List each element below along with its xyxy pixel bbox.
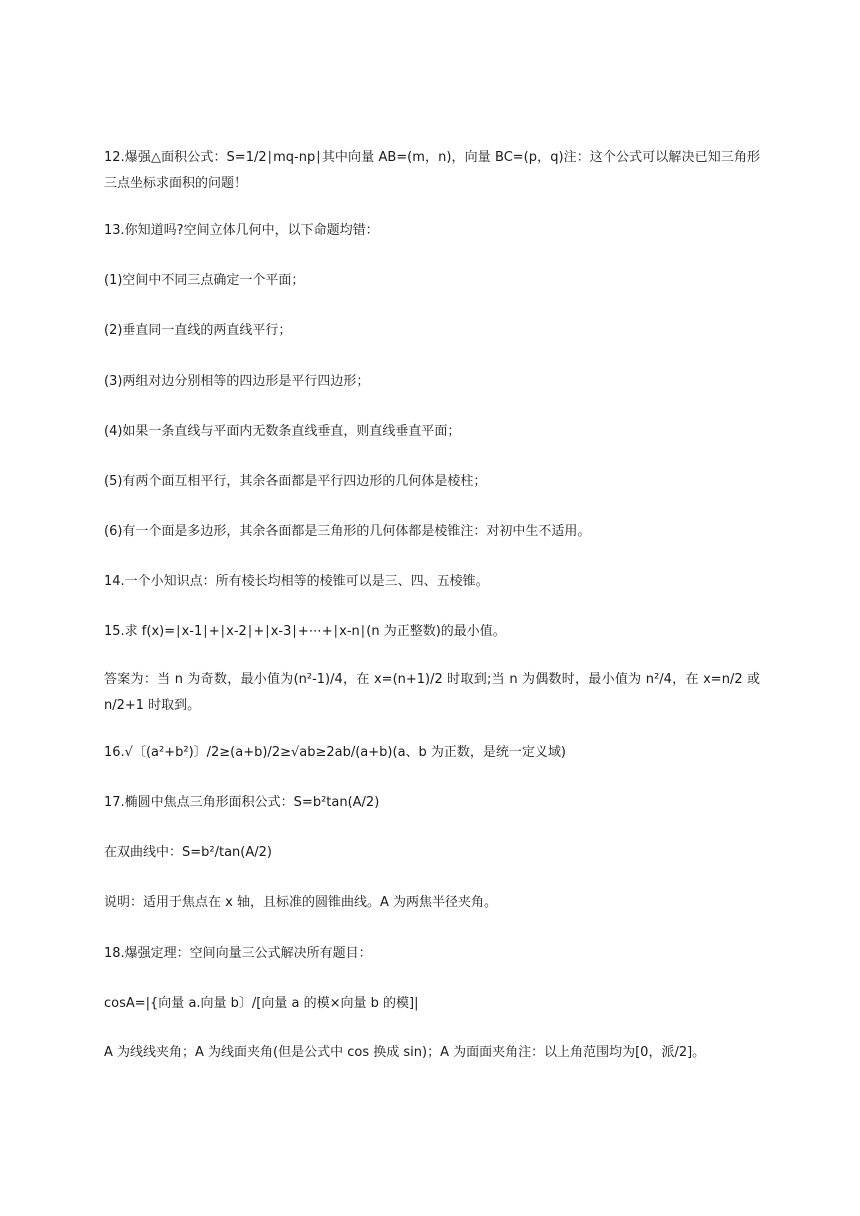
paragraph-15-question: 15.求 f(x)=∣x-1∣+∣x-2∣+∣x-3∣+⋯+∣x-n∣(n 为正整数)的最小值。: [104, 624, 506, 639]
paragraph-18-theorem: 18.爆强定理：空间向量三公式解决所有题目：: [104, 946, 372, 961]
paragraph-13-item-5: (5)有两个面互相平行，其余各面都是平行四边形的几何体是棱柱；: [104, 474, 487, 489]
paragraph-18-angles: A 为线线夹角；A 为线面夹角(但是公式中 cos 换成 sin)；A 为面面夹角注：以上角范围均为[0，派/2]。: [104, 1045, 706, 1060]
paragraph-13-item-2: (2)垂直同一直线的两直线平行；: [104, 323, 292, 338]
paragraph-18-cos-formula: cosA=|{向量 a.向量 b〕/[向量 a 的模×向量 b 的模]|: [104, 996, 419, 1011]
paragraph-15-answer: 答案为：当 n 为奇数，最小值为(n²-1)/4，在 x=(n+1)/2 时取到;当 n 为偶数时，最小值为 n²/4，在 x=n/2 或 n/2+1 时取到。: [104, 672, 760, 713]
paragraph-16-inequality: 16.√〔(a²+b²)〕/2≥(a+b)/2≥√ab≥2ab/(a+b)(a、b 为正数，是统一定义域): [104, 745, 566, 760]
paragraph-13-item-3: (3)两组对边分别相等的四边形是平行四边形；: [104, 374, 370, 389]
paragraph-17-ellipse: 17.椭圆中焦点三角形面积公式：S=b²tan(A/2): [104, 795, 380, 810]
paragraph-13-item-4: (4)如果一条直线与平面内无数条直线垂直，则直线垂直平面；: [104, 424, 461, 439]
paragraph-14-pyramid: 14.一个小知识点：所有棱长均相等的棱锥可以是三、四、五棱锥。: [104, 574, 489, 589]
paragraph-17-hyperbola: 在双曲线中：S=b²/tan(A/2): [104, 845, 272, 860]
paragraph-13-item-1: (1)空间中不同三点确定一个平面；: [104, 273, 305, 288]
paragraph-12-triangle-area: 12.爆强△面积公式：S=1/2∣mq-np∣其中向量 AB=(m，n)，向量 BC=(p，q)注：这个公式可以解决已知三角形三点坐标求面积的问题！: [104, 150, 760, 191]
paragraph-17-note: 说明：适用于焦点在 x 轴，且标准的圆锥曲线。A 为两焦半径夹角。: [104, 895, 497, 910]
paragraph-13-item-6: (6)有一个面是多边形，其余各面都是三角形的几何体都是棱锥注：对初中生不适用。: [104, 524, 591, 539]
paragraph-13-intro: 13.你知道吗?空间立体几何中，以下命题均错：: [104, 223, 379, 238]
